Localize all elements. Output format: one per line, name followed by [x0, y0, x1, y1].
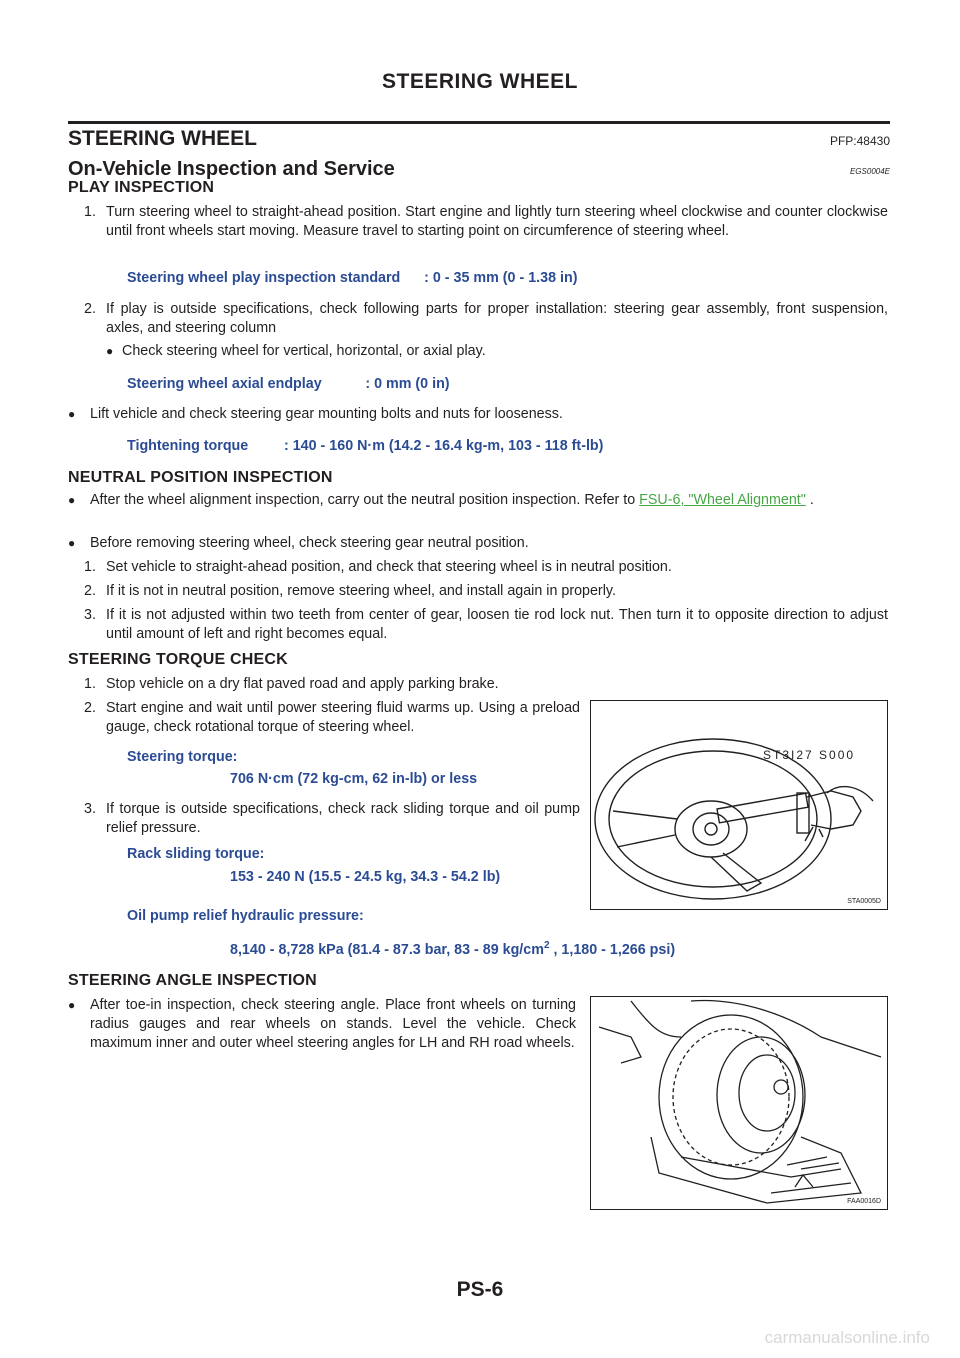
- step-number: 3.: [84, 607, 96, 623]
- torque-step-3: [84, 800, 580, 838]
- wheel-alignment-link[interactable]: FSU-6, "Wheel Alignment": [639, 492, 806, 508]
- page-number: PS-6: [456, 1278, 504, 1301]
- spec-relief-pressure-value: [230, 940, 675, 958]
- play-bullet-2: [68, 405, 888, 424]
- watermark: carmanualsonline.info: [764, 1328, 930, 1347]
- spec-relief-pressure-label: Oil pump relief hydraulic pressure:: [127, 908, 364, 924]
- bullet-icon: ●: [106, 344, 114, 358]
- play-bullet-1: [106, 342, 886, 361]
- step-number: 2.: [84, 583, 96, 599]
- torque-step-1: [84, 675, 580, 694]
- bullet-text: Lift vehicle and check steering gear mounting bolts and nuts for looseness.: [90, 406, 563, 422]
- neutral-bullet-1: [68, 491, 888, 510]
- step-text: If it is not adjusted within two teeth from center of gear, loosen tie rod lock nut. Then turn it to opposite direction to adjust until amount of left and right becomes equal.: [106, 607, 888, 642]
- egs-code: EGS0004E: [849, 167, 890, 176]
- bullet-text: Before removing steering wheel, check steering gear neutral position.: [90, 535, 529, 551]
- pfp-code: PFP:48430: [829, 134, 890, 148]
- subsection-title: On-Vehicle Inspection and Service: [68, 158, 395, 180]
- step-number: 1.: [84, 676, 96, 692]
- angle-bullet-1: [68, 996, 576, 1053]
- bullet-text-end: .: [805, 492, 814, 508]
- play-step-1: [84, 203, 888, 241]
- step-text: Turn steering wheel to straight-ahead position. Start engine and lightly turn steering wheel clockwise and counter clockwise until front wheels start moving. Measure travel to starting point on circumference of steering wheel.: [106, 204, 888, 239]
- neutral-step-2: [84, 582, 888, 601]
- spec-rack-sliding-label: Rack sliding torque:: [127, 846, 265, 862]
- step-text: Start engine and wait until power steering fluid warms up. Using a preload gauge, check rotational torque of steering wheel.: [106, 700, 580, 735]
- spec-steering-torque-value: 706 N·cm (72 kg-cm, 62 in-lb) or less: [230, 771, 478, 787]
- bullet-icon: ●: [68, 536, 76, 550]
- step-number: 1.: [84, 204, 96, 220]
- spec-tightening-torque: Tightening torque : 140 - 160 N·m (14.2 - 16.4 kg-m, 103 - 118 ft-lb): [127, 438, 604, 454]
- step-number: 1.: [84, 559, 96, 575]
- spec-play-standard: Steering wheel play inspection standard : 0 - 35 mm (0 - 1.38 in): [127, 270, 578, 286]
- header-rule: [68, 121, 890, 124]
- bullet-icon: ●: [68, 407, 76, 421]
- neutral-heading: NEUTRAL POSITION INSPECTION: [68, 469, 333, 486]
- superscript: 2: [543, 940, 550, 951]
- angle-heading: STEERING ANGLE INSPECTION: [68, 972, 317, 989]
- bullet-text: After toe-in inspection, check steering angle. Place front wheels on turning radius gauges and rear wheels on stands. Level the vehicle. Check maximum inner and outer wheel steering angles for LH and RH road wheels.: [90, 997, 576, 1051]
- spec-rack-sliding-value: 153 - 240 N (15.5 - 24.5 kg, 34.3 - 54.2 lb): [230, 869, 501, 885]
- step-text: If torque is outside specifications, check rack sliding torque and oil pump relief pressure.: [106, 801, 580, 836]
- bullet-text: After the wheel alignment inspection, carry out the neutral position inspection. Refer to: [90, 492, 640, 508]
- running-header: STEERING WHEEL: [381, 70, 578, 93]
- step-number: 3.: [84, 801, 96, 817]
- bullet-icon: ●: [68, 493, 76, 507]
- neutral-step-1: [84, 558, 888, 577]
- step-text: If it is not in neutral position, remove steering wheel, and install again in properly.: [106, 583, 616, 599]
- torque-heading: STEERING TORQUE CHECK: [68, 651, 288, 668]
- pressure-text-end: , 1,180 - 1,266 psi): [549, 941, 676, 958]
- tool-number-label: ST3I27 S000: [763, 748, 856, 762]
- torque-step-2: [84, 699, 580, 737]
- figure-id: FAA0016D: [847, 1198, 881, 1205]
- step-text: If play is outside specifications, check following parts for proper installation: steering gear assembly, front suspension, axles, and steering column: [106, 301, 888, 336]
- neutral-bullet-2: [68, 534, 888, 553]
- spec-steering-torque-label: Steering torque:: [127, 749, 238, 765]
- turning-radius-gauge-illustration: [591, 997, 887, 1209]
- spec-axial-endplay: Steering wheel axial endplay : 0 mm (0 in): [127, 376, 450, 392]
- figure-id: STA0005D: [847, 898, 881, 905]
- step-number: 2.: [84, 700, 96, 716]
- neutral-step-3: [84, 606, 888, 644]
- bullet-icon: ●: [68, 998, 76, 1012]
- step-text: Set vehicle to straight-ahead position, and check that steering wheel is in neutral position.: [106, 559, 672, 575]
- steering-torque-figure: [590, 700, 888, 910]
- play-step-2: [84, 300, 888, 338]
- play-heading: PLAY INSPECTION: [68, 179, 215, 196]
- step-number: 2.: [84, 301, 96, 317]
- steering-angle-figure: [590, 996, 888, 1210]
- bullet-text: Check steering wheel for vertical, horizontal, or axial play.: [122, 343, 486, 359]
- section-title: STEERING WHEEL: [68, 127, 258, 150]
- step-text: Stop vehicle on a dry flat paved road and apply parking brake.: [106, 676, 499, 692]
- steering-wheel-gauge-illustration: [591, 701, 887, 909]
- pressure-text: 8,140 - 8,728 kPa (81.4 - 87.3 bar, 83 - 89 kg/cm: [230, 941, 544, 958]
